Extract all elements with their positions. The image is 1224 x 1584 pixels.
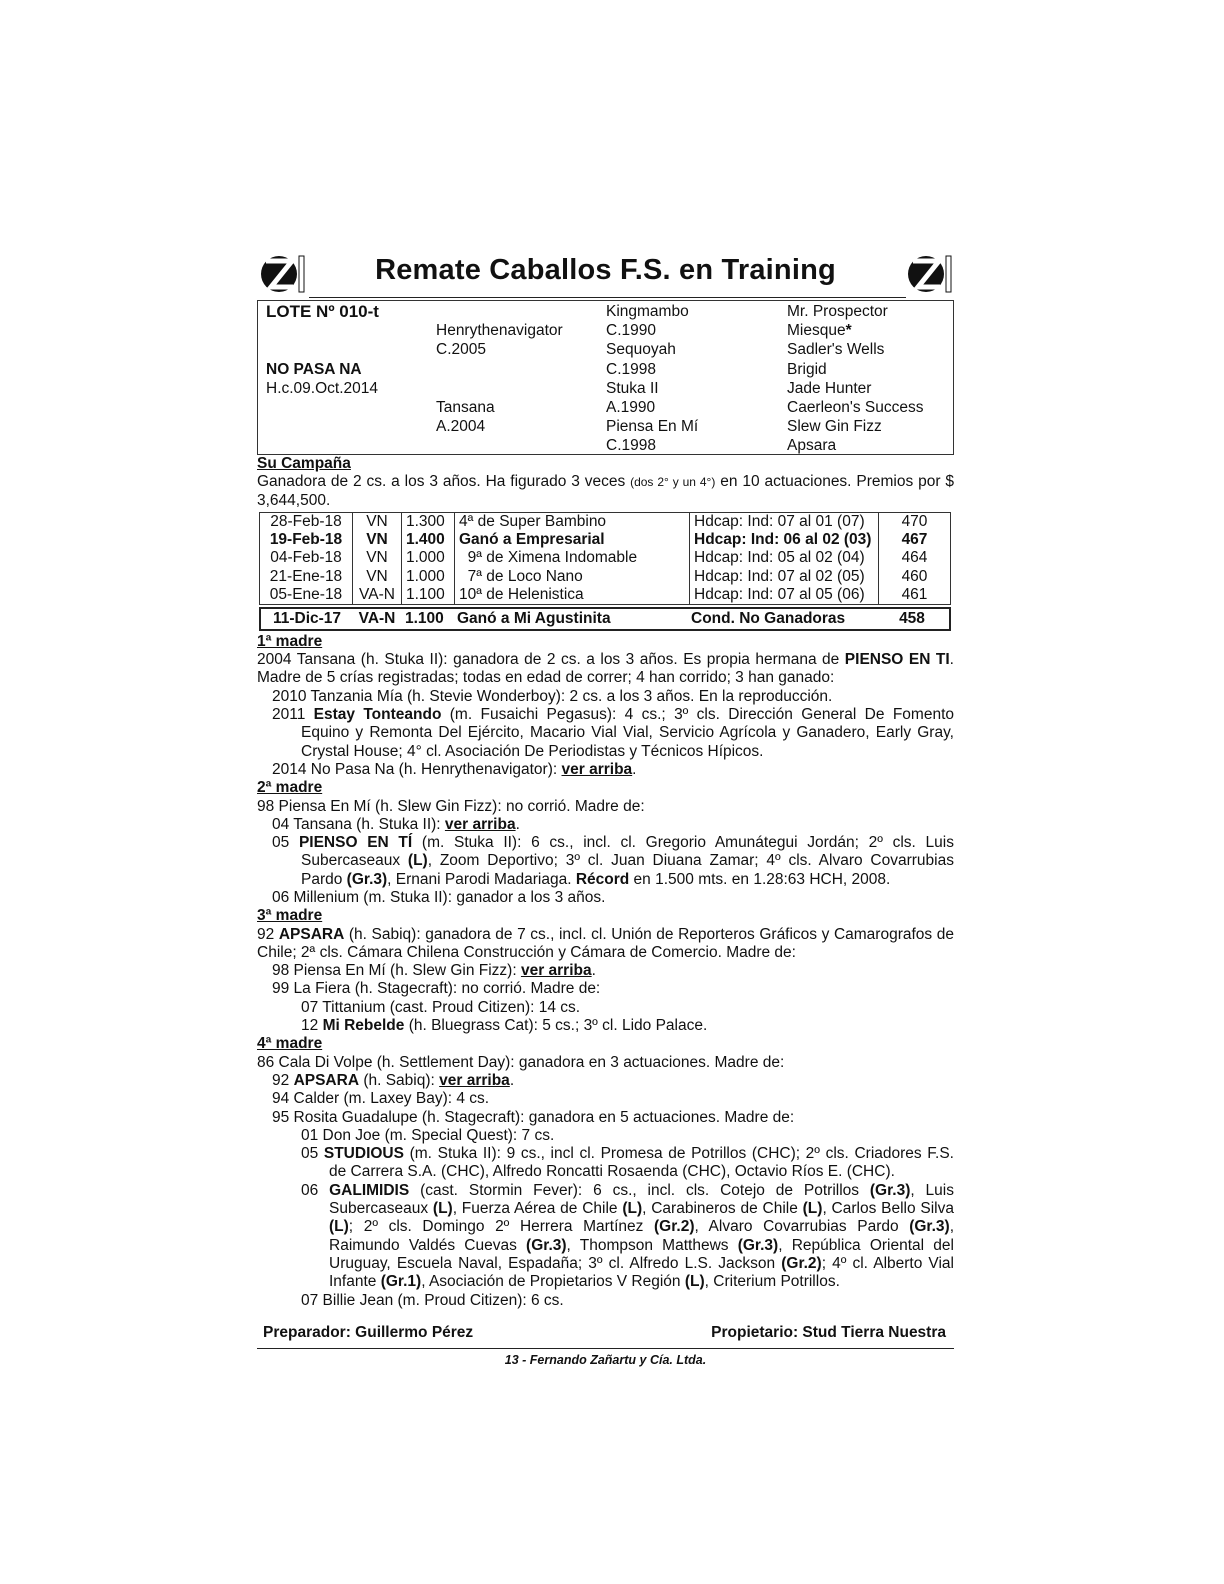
race-distance: 1.300 bbox=[402, 512, 455, 531]
list-item: 2011 Estay Tonteando (m. Fusaichi Pegasus): 4 cs.; 3º cls. Dirección General De Fomento Equino y Remonta Del Ejército, Macario Vial Vial, Servicio Agrícola y Ganadero, Early Gray, Crystal House; 4° cl. Asociación De Periodistas y Técnicos Hípicos. bbox=[272, 706, 955, 760]
sire-name: Henrythenavigator bbox=[436, 322, 563, 340]
madre2-section bbox=[257, 779, 954, 907]
campaign-summary: Ganadora de 2 cs. a los 3 años. Ha figurado 3 veces (dos 2° y un 4°) en 10 actuaciones. Premios por $ 3,644,500. bbox=[257, 473, 954, 509]
race-track: VN bbox=[353, 512, 402, 531]
race-date: 28-Feb-18 bbox=[260, 512, 353, 531]
logo-icon bbox=[906, 252, 954, 296]
grandparent-year: C.1998 bbox=[606, 437, 656, 455]
madre1-section bbox=[257, 633, 954, 779]
race-weight: 458 bbox=[899, 609, 925, 627]
star-mark: * bbox=[845, 322, 852, 340]
list-item: 12 Mi Rebelde (h. Bluegrass Cat): 5 cs.; 3º cl. Lido Palace. bbox=[301, 1017, 708, 1035]
race-distance: 1.100 bbox=[402, 586, 455, 605]
table-row bbox=[260, 608, 950, 630]
section-heading: 2ª madre bbox=[257, 779, 323, 797]
list-item: 01 Don Joe (m. Special Quest): 7 cs. bbox=[301, 1126, 555, 1144]
great-grandparent: Mr. Prospector bbox=[787, 303, 888, 320]
great-grandparent: Caerleon's Success bbox=[787, 398, 924, 416]
list-item: 2010 Tanzania Mía (h. Stevie Wonderboy): 2 cs. a los 3 años. En la reproducción. bbox=[272, 687, 833, 705]
madre4-section bbox=[257, 1035, 954, 1309]
owner: Propietario: Stud Tierra Nuestra bbox=[711, 1323, 946, 1341]
page-title: Remate Caballos F.S. en Training bbox=[375, 254, 836, 286]
section-heading: 3ª madre bbox=[257, 907, 323, 925]
list-item: 05 STUDIOUS (m. Stuka II): 9 cs., incl cl. Promesa de Potrillos (CHC); 2º cls. Criadores F.S. de Carrera S.A. (CHC), Alfredo Roncatti Rosaenda (CHC), Octavio Ríos E. (CHC). bbox=[301, 1145, 954, 1181]
list-item: 98 Piensa En Mí (h. Slew Gin Fizz): no corrió. Madre de: bbox=[257, 797, 645, 815]
footer-credits bbox=[257, 1324, 954, 1342]
horse-details: H.c.09.Oct.2014 bbox=[266, 379, 379, 397]
list-item: 86 Cala Di Volpe (h. Settlement Day): ganadora en 3 actuaciones. Madre de: bbox=[257, 1053, 785, 1071]
trainer: Preparador: Guillermo Pérez bbox=[263, 1323, 474, 1341]
grandparent: Piensa En Mí bbox=[606, 418, 699, 436]
race-weight: 464 bbox=[879, 549, 951, 567]
race-date: 05-Ene-18 bbox=[260, 586, 353, 605]
list-item: 06 GALIMIDIS (cast. Stormin Fever): 6 cs., incl. cls. Cotejo de Potrillos (Gr.3), Luis Subercaseaux (L), Fuerza Aérea de Chile (L), Carabineros de Chile (L), Carlos Bello Silva (L); 2º cls. Domingo 2º Herrera Martínez (Gr.2), Alvaro Covarrubias Pardo (Gr.3), Raimundo Valdés Cuevas (Gr.3), Thompson Matthews (Gr.3), República Oriental del Uruguay, Escuela Naval, Espadaña; 3º cl. Alfredo L.S. Jackson (Gr.2); 4º cl. Alberto Vial Infante (Gr.1), Asociación de Propietarios V Región (L), Criterium Potrillos. bbox=[301, 1181, 955, 1291]
grandparent-year: A.1990 bbox=[606, 398, 656, 416]
race-date: 21-Ene-18 bbox=[260, 567, 353, 585]
list-item: 2014 No Pasa Na (h. Henrythenavigator): ver arriba. bbox=[272, 760, 637, 778]
lot-column bbox=[266, 302, 379, 398]
catalog-page bbox=[257, 250, 954, 1367]
list-item: 95 Rosita Guadalupe (h. Stagecraft): ganadora en 5 actuaciones. Madre de: bbox=[272, 1108, 795, 1126]
campaign-section bbox=[257, 455, 954, 510]
great-grandparent: Brigid bbox=[787, 360, 827, 378]
races-table bbox=[259, 512, 951, 605]
list-item: 92 APSARA (h. Sabiq): ver arriba. bbox=[272, 1071, 515, 1089]
table-row bbox=[260, 567, 951, 585]
race-result: Ganó a Empresarial bbox=[455, 531, 690, 549]
race-condition: Hdcap: Ind: 07 al 05 (06) bbox=[690, 586, 879, 605]
grandparent-year: C.1998 bbox=[606, 360, 656, 378]
great-grandparents-column bbox=[787, 302, 924, 456]
race-weight: 461 bbox=[879, 586, 951, 605]
race-distance: 1.000 bbox=[402, 567, 455, 585]
race-date: 11-Dic-17 bbox=[272, 609, 342, 627]
race-track: VN bbox=[353, 549, 402, 567]
page-footer: 13 - Fernando Zañartu y Cía. Ltda. bbox=[504, 1352, 707, 1367]
grandparent: Sequoyah bbox=[606, 341, 676, 359]
race-distance: 1.000 bbox=[402, 549, 455, 567]
race-condition: Hdcap: Ind: 05 al 02 (04) bbox=[690, 549, 879, 567]
list-item: 99 La Fiera (h. Stagecraft): no corrió. Madre de: bbox=[272, 980, 601, 998]
pedigree-box bbox=[257, 300, 954, 455]
great-grandparent: Jade Hunter bbox=[787, 379, 872, 397]
lot-number: LOTE Nº 010-t bbox=[266, 302, 379, 321]
grandparents-column bbox=[606, 302, 698, 456]
last-race-table bbox=[259, 607, 951, 631]
race-result: 7ª de Loco Nano bbox=[455, 567, 690, 585]
list-item: 04 Tansana (h. Stuka II): ver arriba. bbox=[272, 815, 520, 833]
race-result: Ganó a Mi Agustinita bbox=[457, 609, 611, 627]
section-heading: Su Campaña bbox=[257, 455, 351, 472]
list-item: 94 Calder (m. Laxey Bay): 4 cs. bbox=[272, 1090, 490, 1108]
table-row bbox=[260, 512, 951, 531]
list-item: 07 Tittanium (cast. Proud Citizen): 14 cs. bbox=[301, 998, 581, 1016]
race-distance: 1.400 bbox=[402, 531, 455, 549]
header-rule bbox=[309, 297, 906, 298]
race-weight: 467 bbox=[879, 531, 951, 549]
great-grandparent: Miesque* bbox=[787, 322, 852, 340]
race-condition: Hdcap: Ind: 06 al 02 (03) bbox=[690, 531, 879, 549]
race-distance: 1.100 bbox=[405, 609, 444, 627]
list-item: 2004 Tansana (h. Stuka II): ganadora de 2 cs. a los 3 años. Es propia hermana de PIENSO EN TI. Madre de 5 crías registradas; todas en edad de correr; 4 han corrido; 3 han ganado: bbox=[257, 651, 954, 687]
horse-name: NO PASA NA bbox=[266, 360, 362, 378]
grandparent: Kingmambo bbox=[606, 303, 689, 320]
sire-year: C.2005 bbox=[436, 341, 486, 359]
madre3-section bbox=[257, 907, 954, 1035]
race-track: VN bbox=[353, 567, 402, 585]
page-header bbox=[257, 250, 954, 300]
dam-year: A.2004 bbox=[436, 418, 486, 436]
table-row bbox=[260, 549, 951, 567]
section-heading: 4ª madre bbox=[257, 1035, 323, 1053]
list-item: 92 APSARA (h. Sabiq): ganadora de 7 cs., incl. cl. Unión de Reporteros Gráficos y Camarografos de Chile; 2ª cls. Cámara Chilena Construcción y Cámara de Comercio. Madre de: bbox=[257, 925, 954, 961]
race-result: 4ª de Super Bambino bbox=[455, 512, 690, 531]
list-item: 98 Piensa En Mí (h. Slew Gin Fizz): ver arriba. bbox=[272, 962, 596, 980]
race-track: VN bbox=[353, 531, 402, 549]
great-grandparent: Slew Gin Fizz bbox=[787, 418, 882, 436]
grandparent-year: C.1990 bbox=[606, 322, 656, 340]
race-result: 10ª de Helenistica bbox=[455, 586, 690, 605]
grandparent: Stuka II bbox=[606, 379, 659, 397]
footer-rule bbox=[257, 1348, 954, 1349]
table-row bbox=[260, 531, 951, 549]
race-result: 9ª de Ximena Indomable bbox=[455, 549, 690, 567]
race-condition: Hdcap: Ind: 07 al 02 (05) bbox=[690, 567, 879, 585]
race-date: 19-Feb-18 bbox=[260, 531, 353, 549]
great-grandparent: Apsara bbox=[787, 437, 837, 455]
race-weight: 460 bbox=[879, 567, 951, 585]
dam-name: Tansana bbox=[436, 398, 495, 416]
table-row bbox=[260, 586, 951, 605]
list-item: 07 Billie Jean (m. Proud Citizen): 6 cs. bbox=[301, 1291, 564, 1309]
list-item: 06 Millenium (m. Stuka II): ganador a los 3 años. bbox=[272, 888, 606, 906]
list-item: 05 PIENSO EN TÍ (m. Stuka II): 6 cs., incl. cl. Gregorio Amunátegui Jordán; 2º cls. Luis Subercaseaux (L), Zoom Deportivo; 3º cl. Juan Diuana Zamar; 4º cls. Alvaro Covarrubias Pardo (Gr.3), Ernani Parodi Madariaga. Récord en 1.500 mts. en 1.28:63 HCH, 2008. bbox=[272, 834, 954, 888]
race-condition: Hdcap: Ind: 07 al 01 (07) bbox=[690, 512, 879, 531]
race-track: VA-N bbox=[353, 586, 402, 605]
section-heading: 1ª madre bbox=[257, 632, 323, 650]
race-condition: Cond. No Ganadoras bbox=[691, 609, 846, 627]
race-weight: 470 bbox=[879, 512, 951, 531]
race-date: 04-Feb-18 bbox=[260, 549, 353, 567]
parents-column bbox=[436, 302, 563, 436]
race-track: VA-N bbox=[358, 609, 396, 627]
great-grandparent: Sadler's Wells bbox=[787, 341, 885, 359]
